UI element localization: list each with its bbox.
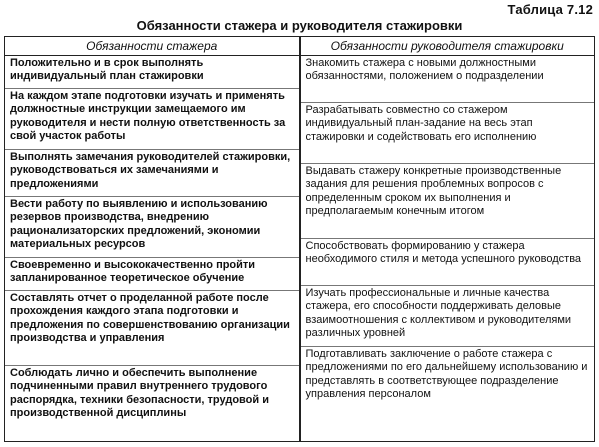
table-cell: Выполнять замечания руководителей стажировки, руководствоваться их замечаниями и предложениями xyxy=(5,150,299,197)
duties-table xyxy=(4,36,595,442)
trainee-column xyxy=(5,37,299,441)
table-cell: Знакомить стажера с новыми должностными обязанностями, положением о подразделении xyxy=(301,56,595,103)
table-cell: Положительно и в срок выполнять индивидуальный план стажировки xyxy=(5,56,299,89)
table-cell: Разрабатывать совместно со стажером индивидуальный план-задание на весь этап стажировки и содействовать его исполнению xyxy=(301,103,595,164)
table-cell: На каждом этапе подготовки изучать и применять должностные инструкции замещаемого им руководителя и нести полную ответственность за свой участок работы xyxy=(5,89,299,150)
table-cell: Выдавать стажеру конкретные производственные задания для решения проблемных вопросов с определенным сроком их выполнения и предполагаемым конечным итогом xyxy=(301,164,595,239)
table-cell: Вести работу по выявлению и использованию резервов производства, внедрению рационализаторских предложений, экономии материальных ресурсов xyxy=(5,197,299,258)
table-cell: Изучать профессиональные и личные качества стажера, его способности поддерживать деловые взаимоотношения с коллективом и руководителями различных уровней xyxy=(301,286,595,347)
table-cell: Составлять отчет о проделанной работе после прохождения каждого этапа подготовки и предложения по совершенствованию организации производства и управления xyxy=(5,291,299,366)
table-cell: Своевременно и высококачественно пройти запланированное теоретическое обучение xyxy=(5,258,299,291)
table-cell: Подготавливать заключение о работе стажера с предложениями по его дальнейшему использованию и представлять в соответствующее подразделение управления персоналом xyxy=(305,348,588,401)
table-cell: Соблюдать лично и обеспечить выполнение подчиненными правил внутреннего трудового распорядка, техники безопасности, трудовой и производственной дисциплины xyxy=(10,367,269,420)
column-header-supervisor: Обязанности руководителя стажировки xyxy=(301,37,595,56)
table-number: Таблица 7.12 xyxy=(507,2,593,17)
column-header-trainee: Обязанности стажера xyxy=(5,37,299,56)
table-title: Обязанности стажера и руководителя стажировки xyxy=(136,18,463,33)
supervisor-column xyxy=(299,37,595,441)
table-cell: Способствовать формированию у стажера необходимого стиля и метода успешного руководства xyxy=(301,239,595,286)
